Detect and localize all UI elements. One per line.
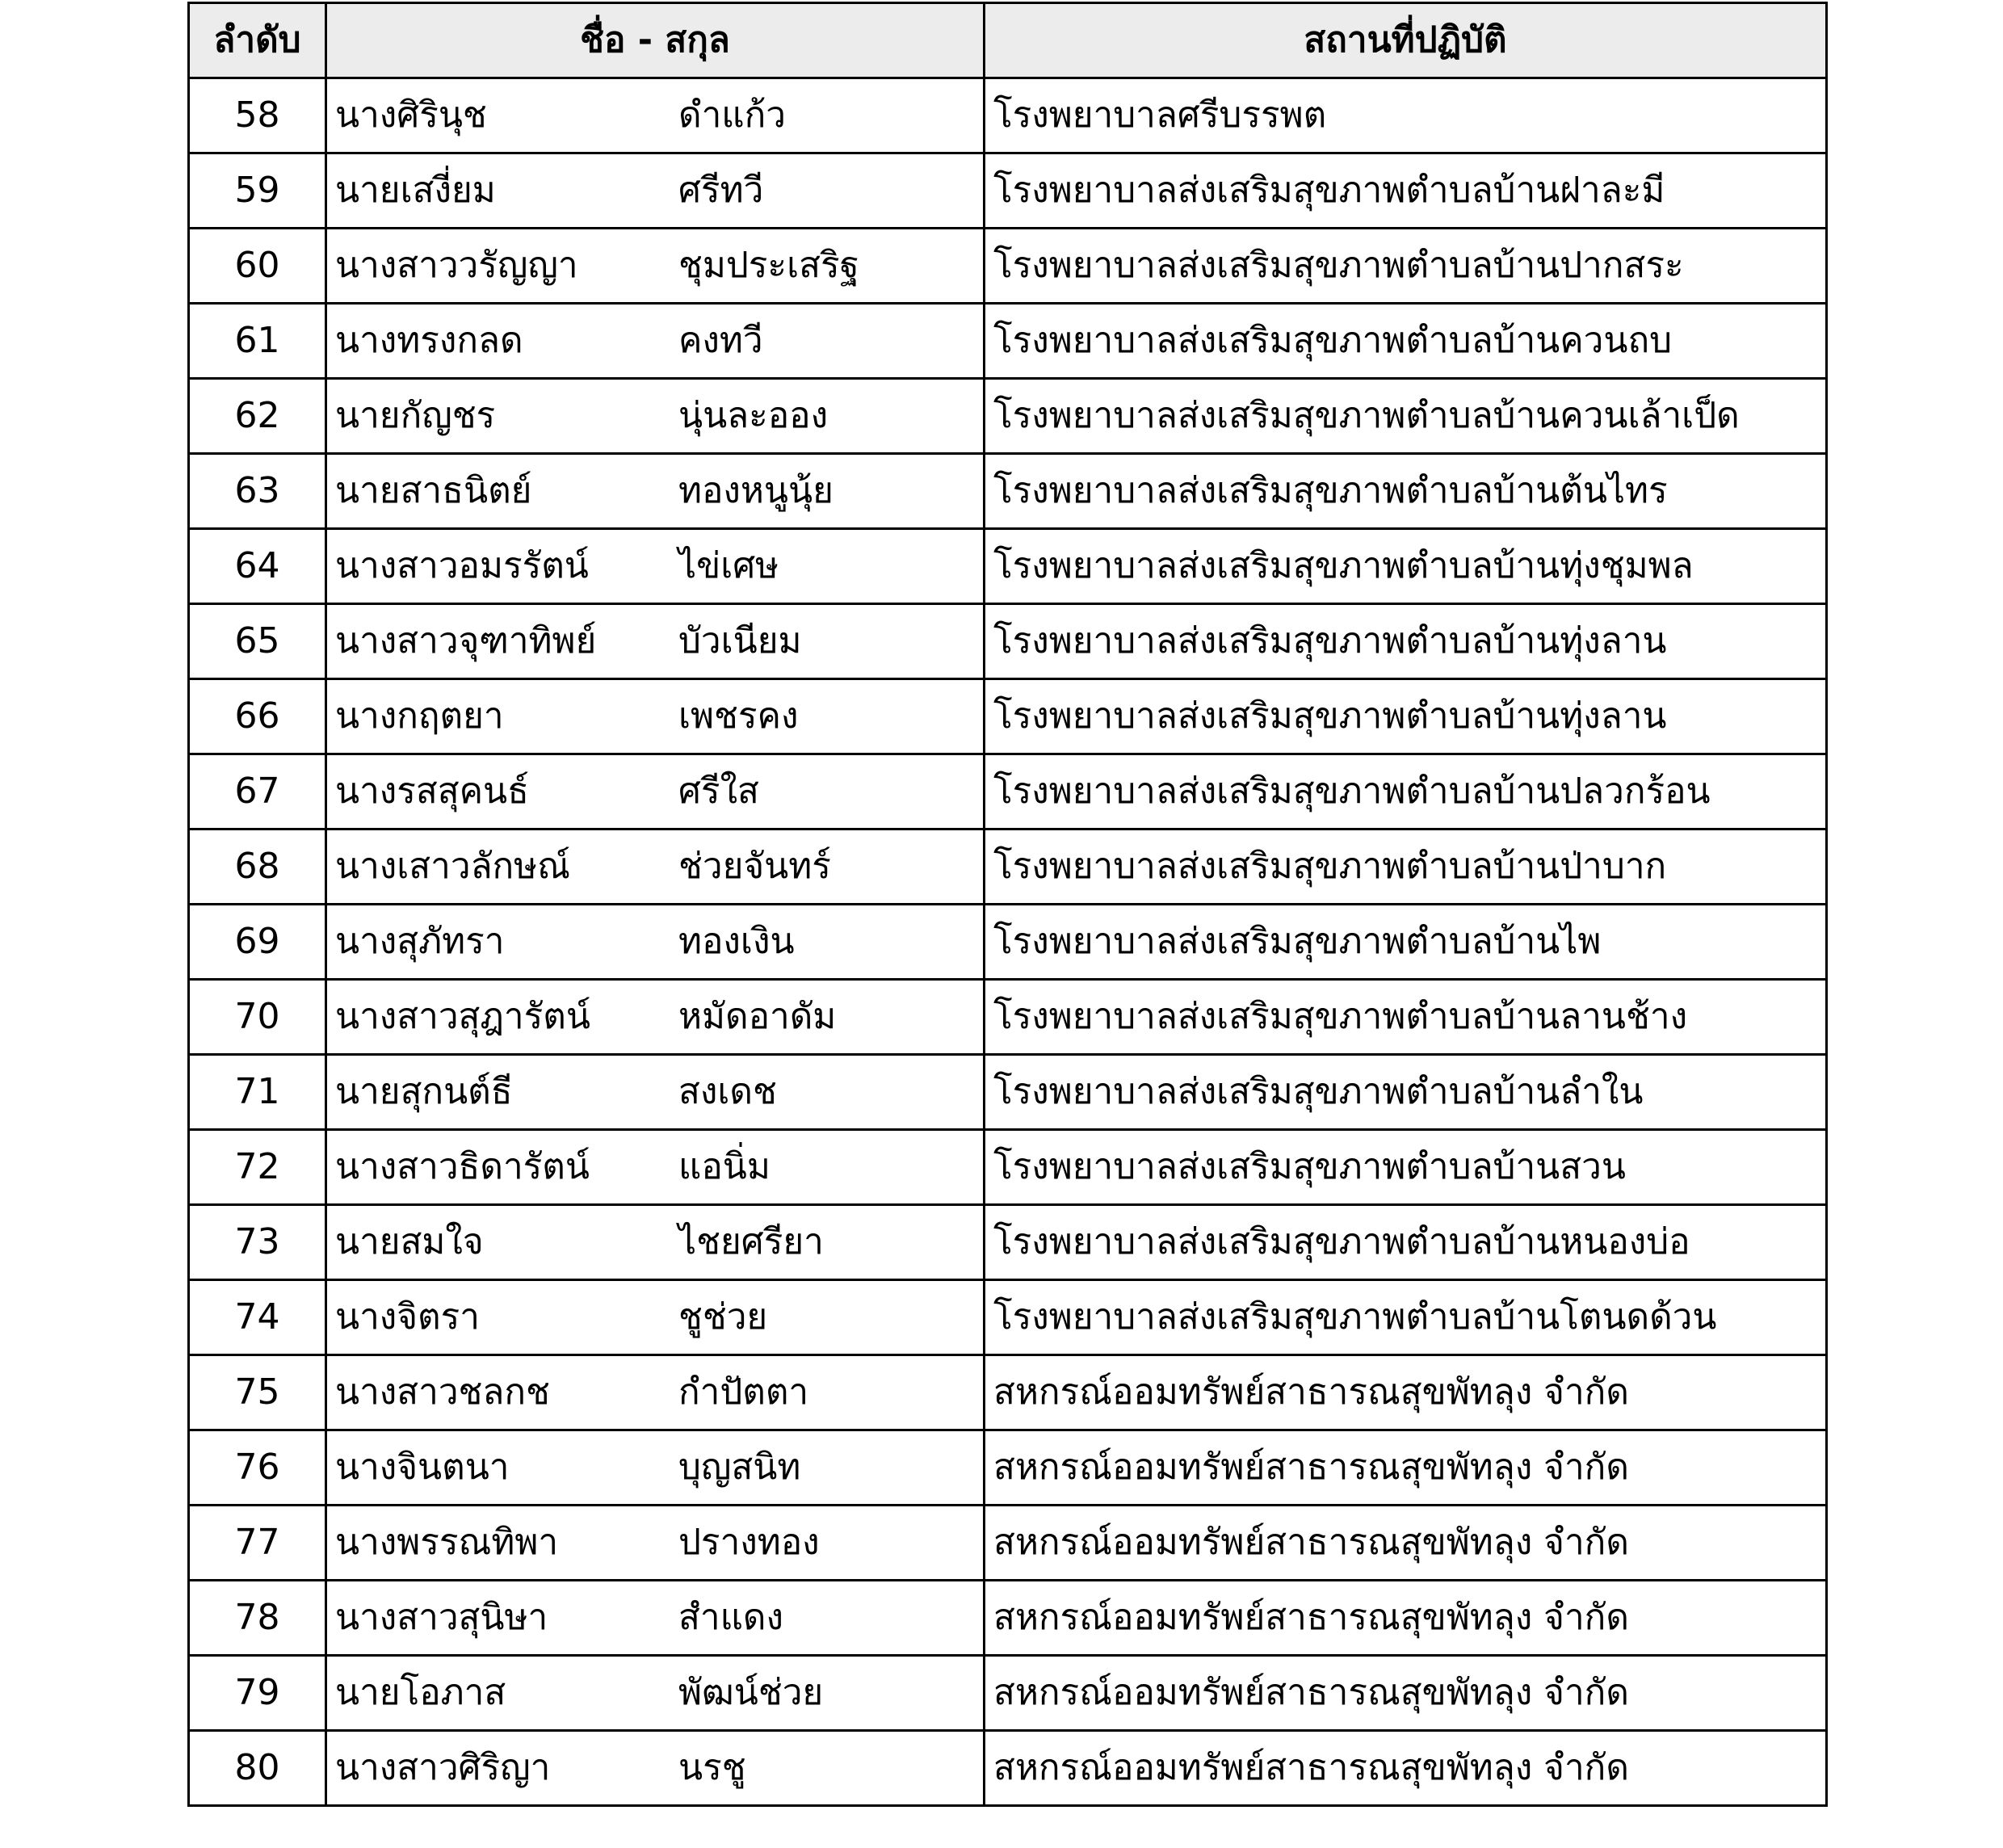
full-name-cell xyxy=(326,78,985,153)
full-name-cell xyxy=(326,905,985,980)
workplace-cell: โรงพยาบาลส่งเสริมสุขภาพตำบลบ้านหนองบ่อ xyxy=(985,1205,1827,1280)
full-name-cell xyxy=(326,754,985,830)
full-name-cell xyxy=(326,1205,985,1280)
row-number: 66 xyxy=(189,679,326,754)
workplace-cell: โรงพยาบาลส่งเสริมสุขภาพตำบลบ้านลานช้าง xyxy=(985,980,1827,1055)
first-name: นายสมใจ xyxy=(335,1221,484,1262)
full-name-cell xyxy=(326,679,985,754)
table-row xyxy=(189,1731,1827,1806)
first-name: นางทรงกลด xyxy=(335,320,523,361)
workplace-cell: โรงพยาบาลส่งเสริมสุขภาพตำบลบ้านทุ่งลาน xyxy=(985,604,1827,679)
row-number: 73 xyxy=(189,1205,326,1280)
table-row xyxy=(189,905,1827,980)
last-name: หมัดอาดัม xyxy=(678,996,837,1037)
row-number: 58 xyxy=(189,78,326,153)
first-name: นางสุภัทรา xyxy=(335,921,505,962)
header-workplace: สถานที่ปฏิบัติ xyxy=(985,3,1827,78)
table-row xyxy=(189,679,1827,754)
last-name: แอนิ่ม xyxy=(678,1146,771,1187)
full-name-cell xyxy=(326,830,985,905)
last-name: ชุมประเสริฐ xyxy=(678,245,859,286)
table-row xyxy=(189,1656,1827,1731)
workplace-cell: โรงพยาบาลส่งเสริมสุขภาพตำบลบ้านปากสระ xyxy=(985,229,1827,304)
row-number: 65 xyxy=(189,604,326,679)
row-number: 79 xyxy=(189,1656,326,1731)
first-name: นายกัญชร xyxy=(335,395,496,436)
workplace-cell: สหกรณ์ออมทรัพย์สาธารณสุขพัทลุง จำกัด xyxy=(985,1430,1827,1506)
full-name-cell xyxy=(326,229,985,304)
full-name-cell xyxy=(326,1731,985,1806)
row-number: 67 xyxy=(189,754,326,830)
table-body xyxy=(189,78,1827,1806)
full-name-cell xyxy=(326,379,985,454)
row-number: 60 xyxy=(189,229,326,304)
last-name: เพชรคง xyxy=(678,695,799,737)
table-row xyxy=(189,304,1827,379)
last-name: ศรีใส xyxy=(678,771,759,812)
row-number: 80 xyxy=(189,1731,326,1806)
table-row xyxy=(189,1205,1827,1280)
workplace-cell: โรงพยาบาลส่งเสริมสุขภาพตำบลบ้านต้นไทร xyxy=(985,454,1827,529)
table-row xyxy=(189,1506,1827,1581)
last-name: ช่วยจันทร์ xyxy=(678,846,831,887)
workplace-cell: โรงพยาบาลส่งเสริมสุขภาพตำบลบ้านไพ xyxy=(985,905,1827,980)
workplace-cell: โรงพยาบาลส่งเสริมสุขภาพตำบลบ้านทุ่งลาน xyxy=(985,679,1827,754)
header-name: ชื่อ - สกุล xyxy=(326,3,985,78)
table-row xyxy=(189,1280,1827,1355)
first-name: นางพรรณทิพา xyxy=(335,1522,559,1563)
last-name: ดำแก้ว xyxy=(678,94,786,136)
full-name-cell xyxy=(326,1055,985,1130)
full-name-cell xyxy=(326,980,985,1055)
row-number: 64 xyxy=(189,529,326,604)
full-name-cell xyxy=(326,1656,985,1731)
last-name: ปรางทอง xyxy=(678,1522,820,1563)
header-row xyxy=(189,3,1827,78)
last-name: ทองหนูนุ้ย xyxy=(678,470,834,511)
first-name: นางศิรินุช xyxy=(335,94,487,136)
table-row xyxy=(189,830,1827,905)
row-number: 61 xyxy=(189,304,326,379)
full-name-cell xyxy=(326,1355,985,1430)
workplace-cell: โรงพยาบาลส่งเสริมสุขภาพตำบลบ้านป่าบาก xyxy=(985,830,1827,905)
table-row xyxy=(189,529,1827,604)
workplace-cell: สหกรณ์ออมทรัพย์สาธารณสุขพัทลุง จำกัด xyxy=(985,1355,1827,1430)
row-number: 77 xyxy=(189,1506,326,1581)
row-number: 76 xyxy=(189,1430,326,1506)
first-name: นายสาธนิตย์ xyxy=(335,470,532,511)
last-name: กำปัตตา xyxy=(678,1371,809,1413)
workplace-cell: โรงพยาบาลส่งเสริมสุขภาพตำบลบ้านทุ่งชุมพล xyxy=(985,529,1827,604)
row-number: 70 xyxy=(189,980,326,1055)
full-name-cell xyxy=(326,304,985,379)
table-row xyxy=(189,754,1827,830)
row-number: 59 xyxy=(189,153,326,229)
last-name: คงทวี xyxy=(678,320,763,361)
full-name-cell xyxy=(326,1581,985,1656)
full-name-cell xyxy=(326,1130,985,1205)
row-number: 74 xyxy=(189,1280,326,1355)
row-number: 62 xyxy=(189,379,326,454)
workplace-cell: โรงพยาบาลศรีบรรพต xyxy=(985,78,1827,153)
last-name: ไชยศรียา xyxy=(678,1221,824,1262)
full-name-cell xyxy=(326,454,985,529)
roster-table xyxy=(187,2,1828,1807)
workplace-cell: สหกรณ์ออมทรัพย์สาธารณสุขพัทลุง จำกัด xyxy=(985,1656,1827,1731)
workplace-cell: สหกรณ์ออมทรัพย์สาธารณสุขพัทลุง จำกัด xyxy=(985,1581,1827,1656)
table-row xyxy=(189,454,1827,529)
table-row xyxy=(189,1581,1827,1656)
workplace-cell: โรงพยาบาลส่งเสริมสุขภาพตำบลบ้านโตนดด้วน xyxy=(985,1280,1827,1355)
row-number: 69 xyxy=(189,905,326,980)
workplace-cell: โรงพยาบาลส่งเสริมสุขภาพตำบลบ้านฝาละมี xyxy=(985,153,1827,229)
first-name: นางสาวสุนิษา xyxy=(335,1597,548,1638)
table-row xyxy=(189,604,1827,679)
last-name: สำแดง xyxy=(678,1597,783,1638)
last-name: ไข่เศษ xyxy=(678,545,779,586)
last-name: ทองเงิน xyxy=(678,921,795,962)
table-row xyxy=(189,1355,1827,1430)
first-name: นางสาวศิริญา xyxy=(335,1747,551,1788)
workplace-cell: โรงพยาบาลส่งเสริมสุขภาพตำบลบ้านปลวกร้อน xyxy=(985,754,1827,830)
workplace-cell: โรงพยาบาลส่งเสริมสุขภาพตำบลบ้านลำใน xyxy=(985,1055,1827,1130)
first-name: นายเสงี่ยม xyxy=(335,170,496,211)
first-name: นางรสสุคนธ์ xyxy=(335,771,529,812)
workplace-cell: สหกรณ์ออมทรัพย์สาธารณสุขพัทลุง จำกัด xyxy=(985,1731,1827,1806)
workplace-cell: โรงพยาบาลส่งเสริมสุขภาพตำบลบ้านสวน xyxy=(985,1130,1827,1205)
first-name: นายโอภาส xyxy=(335,1672,506,1713)
first-name: นางกฤตยา xyxy=(335,695,504,737)
last-name: พัฒน์ช่วย xyxy=(678,1672,824,1713)
row-number: 72 xyxy=(189,1130,326,1205)
first-name: นางเสาวลักษณ์ xyxy=(335,846,571,887)
first-name: นางสาวธิดารัตน์ xyxy=(335,1146,590,1187)
row-number: 63 xyxy=(189,454,326,529)
table-row xyxy=(189,1055,1827,1130)
first-name: นางจินตนา xyxy=(335,1447,510,1488)
last-name: บุญสนิท xyxy=(678,1447,801,1488)
workplace-cell: สหกรณ์ออมทรัพย์สาธารณสุขพัทลุง จำกัด xyxy=(985,1506,1827,1581)
table-row xyxy=(189,229,1827,304)
last-name: นุ่นละออง xyxy=(678,395,829,436)
table-row xyxy=(189,153,1827,229)
workplace-cell: โรงพยาบาลส่งเสริมสุขภาพตำบลบ้านควนถบ xyxy=(985,304,1827,379)
full-name-cell xyxy=(326,153,985,229)
full-name-cell xyxy=(326,604,985,679)
row-number: 68 xyxy=(189,830,326,905)
last-name: นรชู xyxy=(678,1747,746,1788)
full-name-cell xyxy=(326,529,985,604)
table-row xyxy=(189,78,1827,153)
row-number: 78 xyxy=(189,1581,326,1656)
last-name: บัวเนียม xyxy=(678,620,802,662)
first-name: นางสาวอมรรัตน์ xyxy=(335,545,589,586)
last-name: ศรีทวี xyxy=(678,170,764,211)
row-number: 75 xyxy=(189,1355,326,1430)
first-name: นายสุกนต์ธี xyxy=(335,1071,513,1112)
row-number: 71 xyxy=(189,1055,326,1130)
table-row xyxy=(189,1130,1827,1205)
first-name: นางจิตรา xyxy=(335,1296,480,1338)
header-order: ลำดับ xyxy=(189,3,326,78)
last-name: สงเดช xyxy=(678,1071,777,1112)
table-row xyxy=(189,1430,1827,1506)
full-name-cell xyxy=(326,1430,985,1506)
full-name-cell xyxy=(326,1506,985,1581)
workplace-cell: โรงพยาบาลส่งเสริมสุขภาพตำบลบ้านควนเล้าเป็ด xyxy=(985,379,1827,454)
table-row xyxy=(189,379,1827,454)
first-name: นางสาววรัญญา xyxy=(335,245,578,286)
first-name: นางสาวสุฎารัตน์ xyxy=(335,996,590,1037)
table-row xyxy=(189,980,1827,1055)
table-header xyxy=(189,3,1827,78)
first-name: นางสาวชลกช xyxy=(335,1371,550,1413)
first-name: นางสาวจุฑาทิพย์ xyxy=(335,620,597,662)
last-name: ชูช่วย xyxy=(678,1296,768,1338)
full-name-cell xyxy=(326,1280,985,1355)
